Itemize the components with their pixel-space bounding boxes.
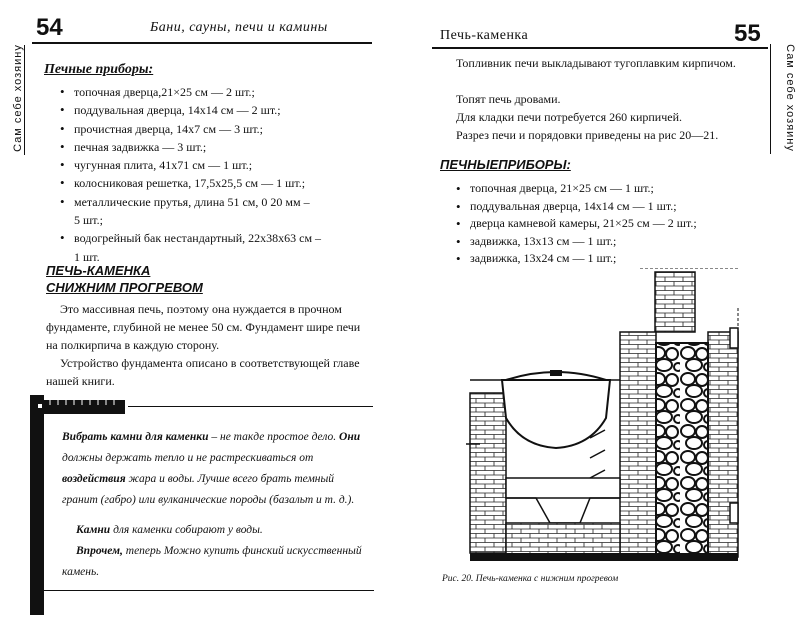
- paragraph: Для кладки печи потребуется 260 кирпичей.: [456, 110, 683, 124]
- side-running-text: Сам себе хозяину: [11, 44, 24, 152]
- section-title: Печные приборы:: [44, 62, 154, 77]
- note-paragraph: [62, 541, 367, 583]
- note-text: жара и воды. Лучше всего брать темный гранит (габро) или вулканические породы (базальт и т. д.).: [62, 473, 355, 506]
- header-rule: [432, 47, 768, 49]
- list-item: • поддувальная дверца, 14х14 см — 1 шт.;: [456, 198, 766, 216]
- note-paragraph: [76, 520, 366, 541]
- devices-list: [456, 180, 766, 268]
- note-emphasis: Вибрать камни для каменки: [62, 431, 209, 443]
- devices-list: [60, 83, 380, 266]
- running-header: Бани, сауны, печи и камины: [150, 20, 328, 35]
- list-item: • водогрейный бак нестандартный, 22х38х63 см –: [60, 229, 380, 247]
- note-text: для каменки собирают у воды.: [110, 524, 263, 536]
- list-item: • дверца камневой камеры, 21×25 см — 2 шт.;: [456, 215, 766, 233]
- section-heading-line1: ПЕЧЬ-КАМЕНКА: [46, 263, 151, 278]
- side-running-text: Сам себе хозяину: [783, 44, 796, 152]
- note-emphasis: воздействия: [62, 473, 126, 485]
- section-title: ПЕЧНЫЕПРИБОРЫ:: [440, 157, 571, 172]
- note-text: теперь Можно купить финский искусственный камень.: [62, 545, 362, 578]
- list-item: • топочная дверца, 21×25 см — 1 шт.;: [456, 180, 766, 198]
- section-heading-line2: СНИЖНИМ ПРОГРЕВОМ: [46, 280, 203, 295]
- list-item: • прочистная дверца, 14х7 см — 3 шт.;: [60, 120, 380, 138]
- list-item-continuation: 1 шт.: [74, 249, 100, 264]
- running-header: Печь-каменка: [440, 28, 529, 43]
- note-paragraph: [62, 427, 367, 511]
- header-rule: [32, 42, 372, 44]
- side-rule: [24, 45, 25, 155]
- note-emphasis: Камни: [76, 524, 111, 536]
- right-page: [400, 0, 800, 626]
- side-rule: [770, 44, 771, 154]
- paragraph: Устройство фундамента описано в соответствующей главе нашей книги.: [46, 356, 360, 388]
- list-item: • задвижка, 13х24 см — 1 шт.;: [456, 250, 766, 268]
- note-emphasis: Впрочем,: [76, 545, 123, 557]
- note-bottom-rule: [44, 590, 374, 591]
- paragraph: Разрез печи и порядовки приведены на рис 20—21.: [456, 128, 719, 142]
- paragraph: Топят печь дровами.: [456, 92, 561, 106]
- list-item-continuation: 5 шт.;: [74, 213, 103, 228]
- paragraph: Это массивная печь, поэтому она нуждается в прочном фундаменте, глубиной не менее 50 см. Фундамент шире печи на полкирпича в каждую сторону.: [46, 302, 361, 352]
- stove-section-drawing: [440, 268, 780, 568]
- page-number: 55: [734, 20, 761, 47]
- figure-caption: Рис. 20. Печь-каменка с нижним прогревом: [442, 574, 619, 584]
- list-item: • металлические прутья, длина 51 см, 0 20 мм –: [60, 193, 380, 211]
- note-text: должны держать тепло и не растрескиваться от: [62, 452, 314, 464]
- note-top-rule: [128, 406, 373, 407]
- paragraph: Топливник печи выкладывают тугоплавким кирпичом.: [456, 56, 736, 70]
- list-item: • печная задвижка — 3 шт.;: [60, 138, 380, 156]
- list-item: • поддувальная дверца, 14х14 см — 2 шт.;: [60, 101, 380, 119]
- list-item: • чугунная плита, 41х71 см — 1 шт.;: [60, 156, 380, 174]
- list-item: • колосниковая решетка, 17,5х25,5 см — 1 шт.;: [60, 174, 380, 192]
- list-item: • топочная дверца,21×25 см — 2 шт.;: [60, 83, 380, 101]
- note-text: – не такде простое дело.: [208, 431, 340, 443]
- list-item: • задвижка, 13х13 см — 1 шт.;: [456, 233, 766, 251]
- note-emphasis: Они: [339, 431, 361, 443]
- page-number: 54: [36, 14, 63, 41]
